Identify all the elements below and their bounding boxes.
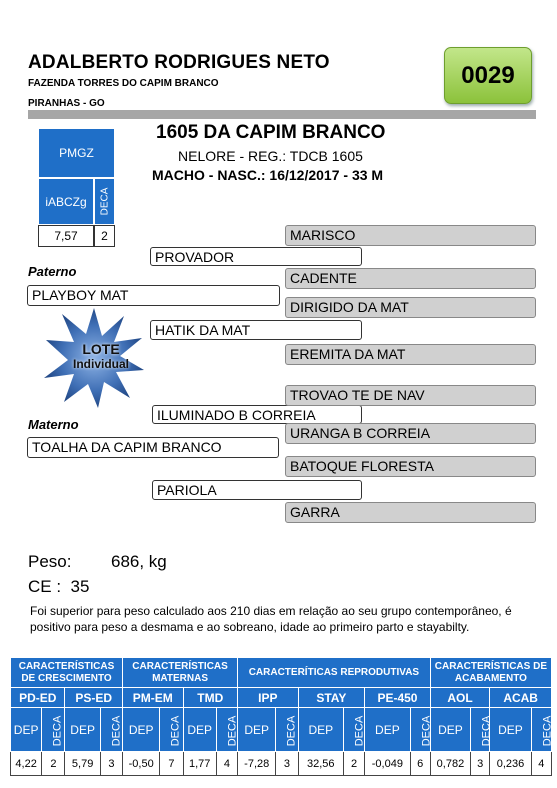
index-value: 7,57 [38, 225, 94, 247]
materno-label: Materno [28, 417, 79, 432]
dep-label: DEP [183, 708, 216, 752]
farm-location: PIRANHAS - GO [28, 98, 105, 109]
dep-value: 0,782 [430, 752, 470, 776]
group-crescimento: CARACTERÍSTICAS DE CRESCIMENTO [11, 658, 123, 688]
paternal-grandsire-box: PROVADOR [150, 247, 362, 266]
ce-value: 35 [70, 577, 90, 596]
dep-value: -0,049 [365, 752, 410, 776]
animal-breed-registration: NELORE - REG.: TDCB 1605 [178, 148, 363, 164]
dep-value: -0,50 [123, 752, 160, 776]
sire-box: PLAYBOY MAT [27, 285, 280, 306]
trait-header: AOL [430, 688, 490, 708]
great-grandparent-4: EREMITA DA MAT [285, 344, 536, 365]
trait-header: PD-ED [11, 688, 65, 708]
index-label: iABCZg [38, 178, 94, 225]
owner-name: ADALBERTO RODRIGUES NETO [28, 52, 330, 73]
dep-label: DEP [490, 708, 531, 752]
group-acabamento: CARACTERÍSTICAS DE ACABAMENTO [430, 658, 551, 688]
deca-value: 2 [42, 752, 65, 776]
great-grandparent-5: TROVAO TE DE NAV [285, 385, 536, 406]
paternal-granddam-box: HATIK DA MAT [150, 320, 362, 340]
deca-label: DECA [531, 708, 551, 752]
great-grandparent-8: GARRA [285, 502, 536, 523]
maternal-grandsire-box: ILUMINADO B CORREIA [152, 405, 362, 424]
paterno-label: Paterno [28, 264, 77, 279]
deca-value: 3 [100, 752, 122, 776]
great-grandparent-3: DIRIGIDO DA MAT [285, 297, 536, 318]
dep-value: 32,56 [298, 752, 343, 776]
group-reprodutivas: CARACTERÍTICAS REPRODUTIVAS [238, 658, 431, 688]
dam-box: TOALHA DA CAPIM BRANCO [27, 437, 279, 458]
lote-individual-text [58, 341, 144, 371]
deca-label: DECA [160, 708, 183, 752]
index-deca-value: 2 [94, 225, 115, 247]
great-grandparent-7: BATOQUE FLORESTA [285, 456, 536, 477]
trait-header: TMD [183, 688, 238, 708]
animal-sex-birth: MACHO - NASC.: 16/12/2017 - 33 M [152, 167, 384, 183]
deca-value: 7 [160, 752, 183, 776]
great-grandparent-1: MARISCO [285, 225, 536, 246]
dep-label: DEP [430, 708, 470, 752]
trait-header: IPP [238, 688, 299, 708]
dep-label: DEP [365, 708, 410, 752]
dep-table [10, 657, 552, 776]
deca-label: DECA [216, 708, 237, 752]
description-text: Foi superior para peso calculado aos 210 dias em relação ao seu grupo contemporâneo, é positivo para peso a desmama e ao sobreano, idade ao primeiro parto e stayabilty. [30, 604, 512, 634]
program-label: PMGZ [38, 128, 115, 178]
header-divider [28, 110, 536, 119]
peso-value: 686, kg [111, 552, 167, 571]
dep-value: 0,236 [490, 752, 531, 776]
deca-label: DECA [276, 708, 298, 752]
dep-label: DEP [123, 708, 160, 752]
deca-value: 2 [343, 752, 364, 776]
ce-label: CE : [28, 577, 62, 596]
great-grandparent-2: CADENTE [285, 268, 536, 289]
deca-label: DECA [100, 708, 122, 752]
dep-value: 1,77 [183, 752, 216, 776]
deca-label: DECA [471, 708, 490, 752]
maternal-granddam-box: PARIOLA [152, 480, 362, 500]
deca-value: 3 [276, 752, 298, 776]
trait-header: ACAB [490, 688, 552, 708]
deca-label: DECA [410, 708, 430, 752]
deca-value: 4 [531, 752, 551, 776]
dep-label: DEP [238, 708, 276, 752]
individual-label: Individual [72, 357, 129, 371]
dep-label: DEP [298, 708, 343, 752]
dep-value: -7,28 [238, 752, 276, 776]
dep-value: 4,22 [11, 752, 42, 776]
trait-header: PM-EM [123, 688, 184, 708]
lot-number-badge: 0029 [444, 47, 532, 104]
trait-header: PE-450 [365, 688, 431, 708]
deca-value: 6 [410, 752, 430, 776]
group-maternas: CARACTERÍSTICAS MATERNAS [123, 658, 238, 688]
deca-value: 3 [471, 752, 490, 776]
dep-label: DEP [65, 708, 100, 752]
peso-label: Peso: [28, 552, 72, 571]
animal-name: 1605 DA CAPIM BRANCO [156, 122, 386, 143]
trait-header: PS-ED [65, 688, 123, 708]
deca-label: DECA [343, 708, 364, 752]
great-grandparent-6: URANGA B CORREIA [285, 423, 536, 444]
dep-value: 5,79 [65, 752, 100, 776]
dep-label: DEP [11, 708, 42, 752]
farm-name: FAZENDA TORRES DO CAPIM BRANCO [28, 78, 219, 89]
deca-label: DECA [42, 708, 65, 752]
lote-label: LOTE [82, 341, 120, 357]
deca-value: 4 [216, 752, 237, 776]
trait-header: STAY [298, 688, 365, 708]
ce-line [28, 577, 89, 597]
index-deca-label: DECA [94, 178, 115, 225]
